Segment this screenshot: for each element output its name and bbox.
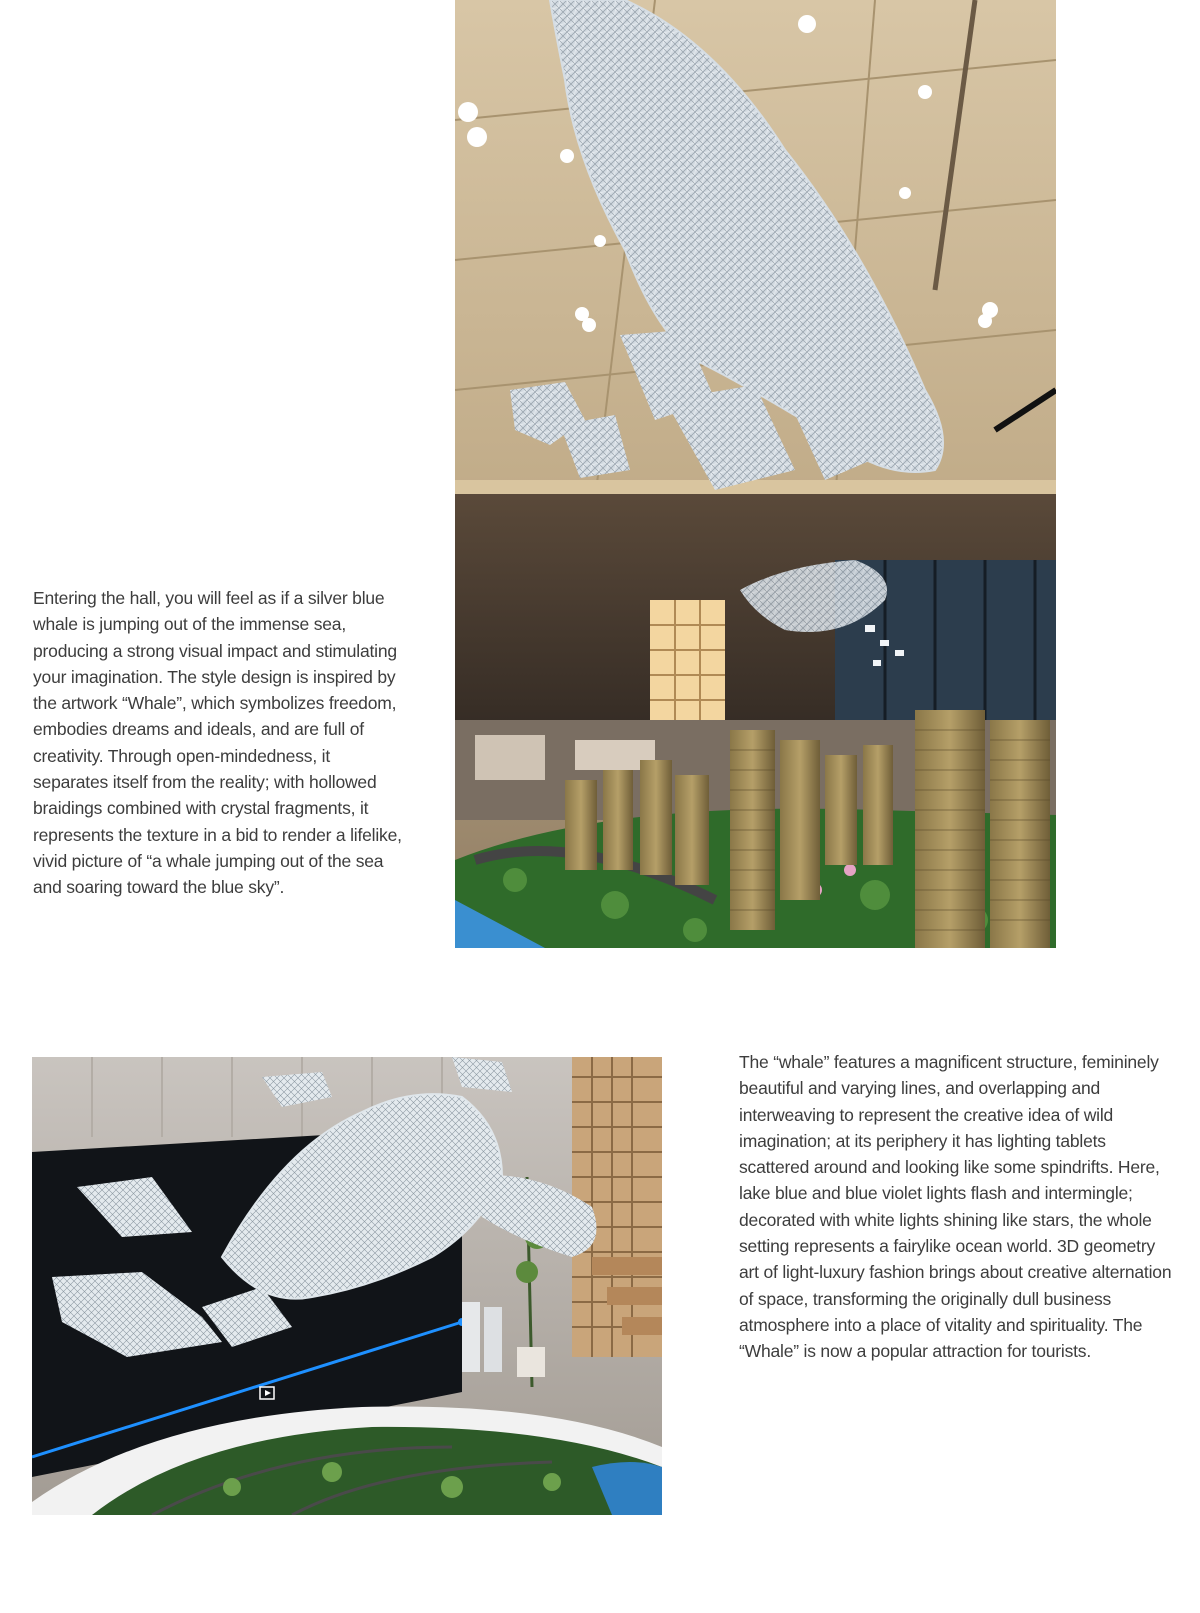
photo-crystal-whale-ceiling xyxy=(455,0,1056,948)
description-paragraph-1: Entering the hall, you will feel as if a silver blue whale is jumping out of the immense sea, producing a strong visual impact and stimulating your imagination. The style design is inspired by the artwork “Whale”, which symbolizes freedom, embodies dreams and ideals, and are full of creativity. Through open-mindedness, it separates itself from the reality; with hollowed braidings combined with crystal fragments, it represents the texture in a bid to render a lifelike, vivid picture of “a whale jumping out of the sea and soaring toward the blue sky”. xyxy=(33,588,402,898)
photo-crystal-whale-screen xyxy=(32,1057,662,1515)
description-paragraph-2: The “whale” features a magnificent structure, femininely beautiful and varying lines, and overlapping and interweaving to represent the creative idea of wild imagination; at its periphery it has lighting tablets scattered around and looking like some spindrifts. Here, lake blue and blue violet lights flash and intermingle; decorated with white lights shining like stars, the whole setting represents a fairylike ocean world. 3D geometry art of light-luxury fashion brings about creative alternation of space, transforming the originally dull business atmosphere into a place of vitality and spirituality. The “Whale” is now a popular attraction for tourists. xyxy=(739,1052,1172,1362)
